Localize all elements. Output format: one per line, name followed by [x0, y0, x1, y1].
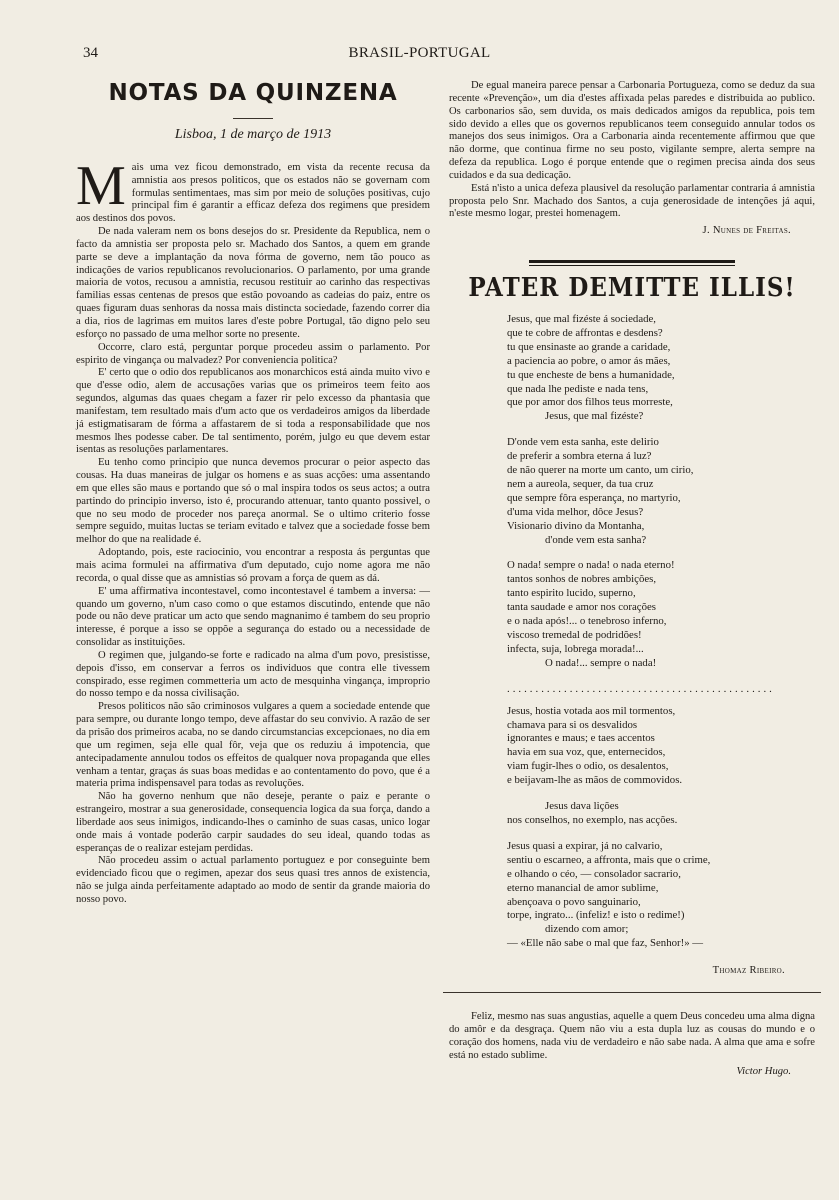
right-column: [449, 80, 815, 1079]
poem-line: sentiu o escarneo, a affronta, mais que o crime,: [507, 853, 711, 866]
poem-title: PATER DEMITTE ILLIS!: [468, 272, 796, 303]
poem-line: de não querer na morte um canto, um cirio,: [507, 464, 694, 477]
poem-line: viscoso tremedal de podridões!: [507, 629, 642, 641]
article-paragraph: E' uma affirmativa incontestavel, como incontestavel é tambem a inversa: — quando um governo, n'um caso como o que estamos discutindo, entende que não pode ou não deve praticar um acto que sendo magnanimo é tambem do seu proprio interesse, é porque a isso se oppõe a segurança do estado ou a necessidade de consolidar as instituições.: [76, 585, 430, 649]
poem-line: havia em sua voz, que, enternecidos,: [507, 746, 666, 759]
section-divider: [529, 260, 735, 266]
poem-line: e beijavam-lhe as mãos de commovidos.: [507, 774, 683, 787]
poem-line: Jesus dava lições: [545, 800, 619, 813]
article-paragraph: Eu tenho como principio que nunca devemos procurar o peior aspecto das cousas. Ha duas maneiras de julgar os homens e as suas acções: uma assentando em que elles são maus e portando que só o mal inspira todos os seus actos; a outra partindo do principio inverso, isto é, procurando attenuar, tanto quanto possivel, o que no seu modo de proceder nos pareça anormal. Se o ultimo criterio fosse sempre seguido, muitas luctas se teriam evitado e talvez que a sociedade fosse bem melhor do que na realidade é.: [76, 457, 430, 546]
poem-line: O nada!... sempre o nada!: [545, 656, 657, 669]
poem-line: nem a aureola, sequer, da tua cruz: [507, 477, 654, 490]
epigraph-author: Victor Hugo.: [736, 1066, 791, 1078]
poem-line: chamava para si os desvalidos: [507, 718, 638, 731]
article-paragraph: O regimen que, julgando-se forte e radicado na alma d'um povo, presistisse, depois d'isso, em conservar a ferros os individuos que contra elle tivessem conspirado, esse regimen commetteria um acto de mesquinha vingança, improprio do nosso tempo e da nossa civilisação.: [76, 649, 430, 700]
poem-line: Jesus, que mal fizéste á sociedade,: [507, 312, 657, 325]
poem-line: Visionario divino da Montanha,: [507, 519, 645, 532]
poem-line: que sempre fôra esperança, no martyrio,: [507, 491, 681, 504]
poem-line: de preferir a sombra eterna á luz?: [507, 450, 652, 463]
article-paragraph: Occorre, claro está, perguntar porque procedeu assim o parlamento. Por espirito de vingança ou malvadez? Por conveniencia politica?: [76, 341, 430, 366]
poem-line: e olhando o céo, — consolador sacrario,: [507, 867, 681, 880]
running-title: BRASIL-PORTUGAL: [348, 45, 491, 61]
epigraph: [449, 1011, 815, 1079]
poem-line: Jesus, que mal fizéste?: [545, 410, 644, 423]
poem-line: tantos sonhos de nobres ambições,: [507, 573, 657, 586]
poem-line: dizendo com amor;: [545, 923, 629, 936]
poem-line: d'onde vem esta sanha?: [545, 533, 647, 546]
drop-cap: M: [76, 154, 126, 217]
poem-stanza: [507, 559, 815, 670]
poem-line: O nada! sempre o nada! o nada eterno!: [507, 559, 675, 572]
poem-line: que te cobre de affrontas e desdens?: [507, 326, 663, 339]
left-column: [76, 80, 430, 907]
poem-line: Jesus, hostia votada aos mil tormentos,: [507, 704, 676, 717]
poem-stanza: [507, 800, 815, 828]
poem-line: tu que encheste de bens a humanidade,: [507, 368, 675, 381]
poem-author: Thomaz Ribeiro.: [712, 965, 785, 977]
poem-line: que por amor dos filhos teus morreste,: [507, 396, 673, 409]
poem-line: abençoava o povo sanguinario,: [507, 895, 641, 908]
article-paragraph: Presos politicos não são criminosos vulgares a quem a sociedade entende que para sempre, ou durante longo tempo, deve affastar do seu convivio. A razão de ser da prisão dos primeiros acaba, no se dando circumstancias excepcionaes, no dia em que um regimen, seja elle qual fôr, veja que os reduziu á impotencia, que antecipadamente annulou todos os effeitos de qualquer nova propaganda que elles venham a tentar, graças ás suas boas medidas e ao contentamento do povo, que é a materia prima indispensavel para todas as revoluções.: [76, 701, 430, 790]
poem-line: infecta, suja, lobrega morada!...: [507, 642, 644, 655]
article-paragraph: Não procedeu assim o actual parlamento portuguez e por conseguinte bem evidenciado ficou que o regimen, apezar dos seus quasi tres annos de existencia, não se julga ainda perfeitamente adaptado ao modo de sentir da grande maioria do nosso povo.: [76, 855, 430, 905]
poem-body: [449, 313, 815, 951]
article-title: NOTAS DA QUINZENA: [108, 80, 398, 106]
poem-stanza: [507, 840, 815, 951]
title-rule: [233, 118, 273, 119]
article-paragraph: Está n'isto a unica defeza plausivel da resolução parlamentar contraria á amnistia proposta pelo Snr. Machado dos Santos, a cuja generosidade de intenções já aqui, n'este mesmo logar, prestei homenagem.: [449, 182, 815, 220]
poem-line: nos conselhos, no exemplo, nas acções.: [507, 813, 678, 826]
article-paragraph: Mais uma vez ficou demonstrado, em vista da recente recusa da amnistia aos presos politicos, que os estados não se governam com formulas sentimentaes, mas sim por meio de soluções positivas, cujo principal fim é garantir a efficaz defeza dos regimens que presidem aos destinos dos povos.: [76, 154, 430, 225]
page-number: 34: [83, 45, 98, 61]
poem-line: a paciencia ao pobre, o amor ás mães,: [507, 354, 671, 367]
article-paragraph: Não ha governo nenhum que não deseje, perante o paiz e perante o estrangeiro, mostrar a sua generosidade, consequencia logica da sua força, dando a liberdade aos seus inimigos, indicando-lhes o caminho de suas casas, unico logar onde mais á vontade poderão carpir saudades do seu ideal, quando todas as esperanças de o realizar estejam perdidas.: [76, 791, 430, 854]
poem-line: viam fugir-lhes o odio, os desalentos,: [507, 760, 669, 773]
poem-line: torpe, ingrato... (infeliz! e isto o redime!): [507, 909, 685, 922]
article-paragraph: E' certo que o odio dos republicanos aos monarchicos está ainda muito vivo e que d'esse odio, alem de accusações varias que os primeiros teem feito aos segundos, algumas das quaes chegam a fazer rir pelo excesso da phantasia que manifestam, tem resultado mais d'um acto que os verdadeiros amigos da liberdade já estigmatisaram de fórma a affastarem de si toda a responsabilidade que nos mesmos lhes podesse caber. De tal sentimento, porém, julgo eu que devem estar isentas as resoluções parlamentares.: [76, 367, 430, 456]
poem-stanza: [507, 436, 815, 547]
article-paragraph: De egual maneira parece pensar a Carbonaria Portugueza, como se deduz da sua recente «Prevenção», um dia d'estes affixada pelas paredes e distribuida ao publico. Os carbonarios são, sem duvida, os mais dedicados amigos da republica, pois tem sido devido a elles que os governos republicanos teem conseguido annular todos os manejos dos seus inimigos. Ora a Carbonaria ainda recentemente affirmou que que não dorme, que continua firme no seu posto, vigilante sempre, alerta sempre na defeza da republica. Logo é porque entende que o regimen precisa ainda dos seus cuidados e da sua dedicação.: [449, 80, 815, 181]
epigraph-text: Feliz, mesmo nas suas angustias, aquelle a quem Deus concedeu uma alma digna do amôr e da desgraça. Quem não viu a esta dupla luz as cousas do mundo e o coração dos homens, nada viu de verdadeiro e não sabe nada. A alma que ama e sofre está no estado sublime.: [449, 1010, 815, 1061]
article-author: J. Nunes de Freitas.: [702, 225, 791, 237]
poem-line: d'uma vida melhor, dôce Jesus?: [507, 505, 644, 518]
article-paragraph: Adoptando, pois, este raciocinio, vou encontrar a resposta ás perguntas que mais acima formulei na affirmativa d'um deputado, cujo nome agora me não recorda, o qual disse que as amnistias só provam a força de quem as dá.: [76, 547, 430, 584]
article-paragraph: De nada valeram nem os bons desejos do sr. Presidente da Republica, nem o facto da amnistia ser proposta pelo sr. Machado dos Santos, a quem em grande parte se deve a implantação da nova fórma de governo, nem tão pouco as indicações de varios republicanos revolucionarios. O parlamento, por uma grande maioria de votos, recusou a amnistia, recusou restituir ao carinho das respectivas familias essas centenas de presos que estão povoando as cadeias do paiz, entre os quaes figuram duas senhoras da nossa mais distincta sociedade, fazendo correr dia a dia, rios de lagrimas em muitos lares d'este pobre Portugal, tão digno pelo seu esforço no passado de uma melhor sorte no presente.: [76, 226, 430, 340]
poem-stanza: [507, 705, 815, 788]
poem-line: — «Elle não sabe o mal que faz, Senhor!» —: [507, 937, 704, 950]
poem-line: tanto espirito lucido, superno,: [507, 587, 636, 600]
poem-line: e o nada após!... o tenebroso inferno,: [507, 615, 667, 628]
poem-line: tanta saudade e amor nos corações: [507, 601, 656, 614]
poem-line: que nada lhe pediste e nada tens,: [507, 382, 649, 395]
poem-line: Jesus quasi a expirar, já no calvario,: [507, 839, 663, 852]
poem-line: eterno manancial de amor sublime,: [507, 881, 659, 894]
article-dateline: Lisboa, 1 de março de 1913: [174, 127, 332, 142]
section-divider: [443, 992, 821, 993]
poem-stanza: [507, 313, 815, 424]
ellipsis-divider: ...............................................: [507, 682, 775, 695]
poem-line: tu que ensinaste ao grande a caridade,: [507, 340, 671, 353]
poem-line: ignorantes e maus; e taes accentos: [507, 732, 655, 745]
poem-line: D'onde vem esta sanha, este delirio: [507, 436, 659, 449]
